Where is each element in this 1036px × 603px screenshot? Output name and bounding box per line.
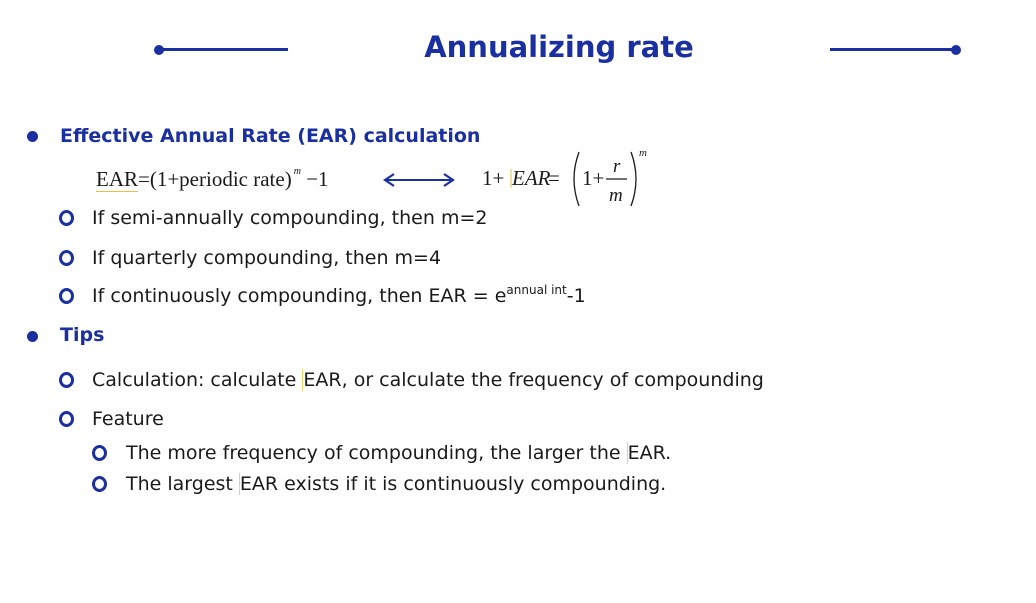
slide-title: Annualizing rate [424, 30, 694, 64]
list-item [92, 285, 586, 307]
sub-list-item [126, 442, 671, 464]
formula-periodic-term: =(1+periodic rate) [138, 167, 292, 191]
ear-formula-right [482, 148, 652, 210]
formula-denominator: m [609, 185, 623, 206]
formula-exponent: m [293, 166, 301, 177]
left-paren-icon [574, 152, 579, 206]
list-item [92, 369, 764, 391]
title-decoration-line-right [830, 48, 958, 51]
section-heading-tips: Tips [60, 324, 105, 346]
list-item: If quarterly compounding, then m=4 [92, 247, 442, 269]
ring-bullet-icon [59, 372, 74, 388]
formula-one-plus: 1+ [482, 166, 505, 190]
highlighted-term: EAR [627, 442, 666, 464]
formula-equals: = [548, 166, 560, 190]
list-item: Feature [92, 408, 164, 430]
ring-bullet-icon [59, 411, 74, 427]
ring-bullet-icon [59, 250, 74, 266]
exponent-text: annual int [506, 283, 567, 297]
formula-ear-italic: EAR [512, 166, 551, 190]
list-item: If semi-annually compounding, then m=2 [92, 207, 488, 229]
sub-list-item [126, 473, 666, 495]
list-item-text-tail: -1 [566, 285, 586, 307]
title-decoration-dot-right [951, 45, 961, 55]
list-item-text: The more frequency of compounding, the larger the [126, 442, 627, 464]
list-item-text-tail: , or calculate the frequency of compounding [341, 369, 764, 391]
section-heading-ear: Effective Annual Rate (EAR) calculation [60, 125, 481, 147]
right-paren-icon [631, 152, 636, 206]
formula-minus-one: −1 [300, 167, 329, 191]
formula-numerator: r [613, 156, 621, 177]
list-item-text-tail: exists if it is continuously compounding. [278, 473, 667, 495]
double-arrow-icon [381, 172, 457, 188]
highlighted-term: EAR [303, 369, 342, 391]
ring-bullet-icon [92, 445, 107, 461]
ring-bullet-icon [59, 288, 74, 304]
list-item-text: Calculation: calculate [92, 369, 303, 391]
formula-inner-one-plus: 1+ [582, 166, 605, 190]
ear-formula-left [96, 167, 329, 192]
bullet-dot-icon [27, 331, 38, 342]
list-item-text-tail: . [665, 442, 672, 464]
formula-outer-exponent: m [639, 148, 647, 159]
bullet-dot-icon [27, 131, 38, 142]
highlighted-term: EAR [239, 473, 279, 495]
ring-bullet-icon [59, 210, 74, 226]
formula-ear-term: EAR [96, 167, 138, 191]
ring-bullet-icon [92, 476, 107, 492]
list-item-text: If continuously compounding, then EAR = e [92, 285, 507, 307]
list-item-text: The largest [126, 473, 239, 495]
